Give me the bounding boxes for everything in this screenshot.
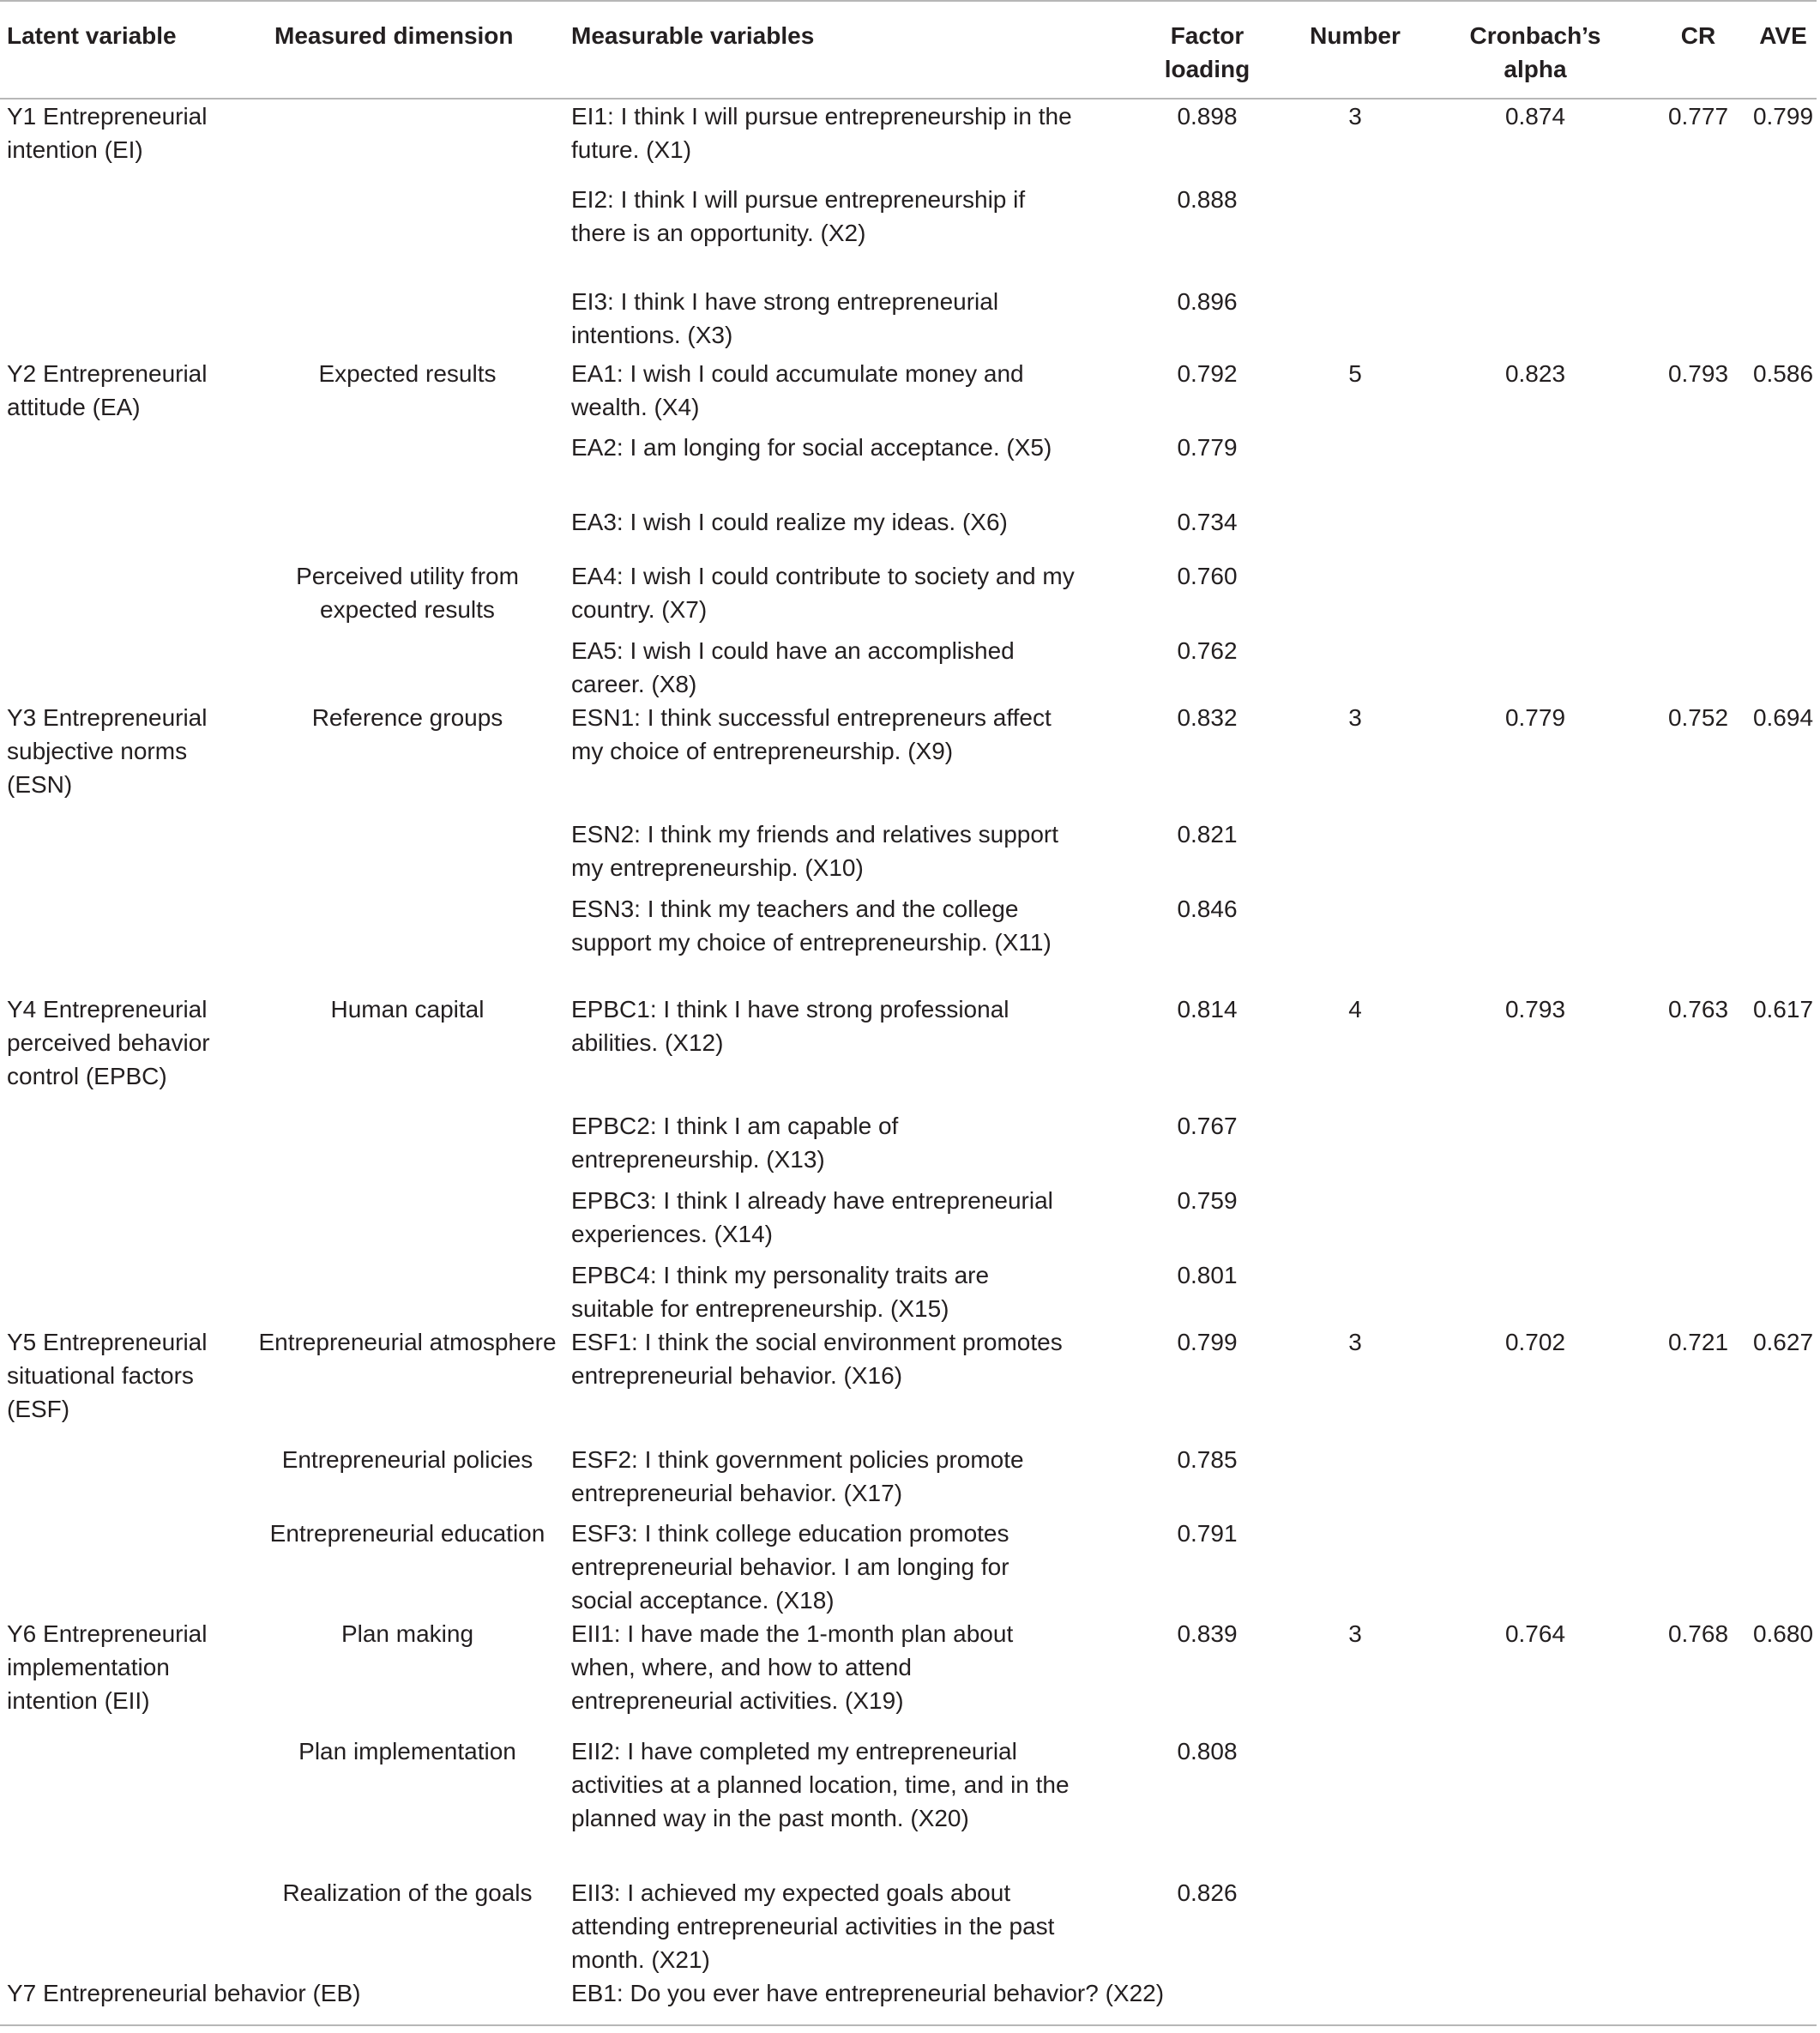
measurable-variable-cell: EB1: Do you ever have entrepreneurial behavior? (X22): [571, 1980, 1165, 2006]
cronbach-alpha-cell: 0.823: [1504, 360, 1566, 387]
measurable-variable-cell: EII1: I have made the 1-month plan about when, where, and how to attend entrepreneurial activities. (X19): [571, 1620, 1014, 1714]
measured-dimension-cell: Entrepreneurial education: [269, 1520, 545, 1547]
factor-loading-cell: 0.846: [1177, 896, 1238, 922]
measured-dimension-cell: Entrepreneurial policies: [281, 1446, 533, 1473]
factor-loading-cell: 0.767: [1177, 1113, 1238, 1139]
latent-variable-cell: Y1 Entrepreneurial intention (EI): [7, 103, 208, 163]
measured-dimension-cell: [249, 634, 566, 701]
measurable-variable-cell: ESN2: I think my friends and relatives support my entrepreneurship. (X10): [571, 821, 1059, 881]
ave-cell: 0.617: [1752, 996, 1814, 1023]
measured-dimension-cell: [249, 285, 566, 357]
cronbach-alpha-cell: 0.779: [1504, 704, 1566, 731]
measurable-variable-cell: EPBC2: I think I am capable of entrepreneurship. (X13): [571, 1113, 899, 1173]
number-cell: 3: [1348, 103, 1362, 130]
cr-cell: 0.763: [1667, 996, 1729, 1023]
header-loading: Factor loading: [1164, 22, 1250, 82]
factor-loading-cell: 0.792: [1177, 360, 1238, 387]
table-row: [0, 701, 1817, 817]
measured-dimension-cell: [249, 183, 566, 285]
latent-variable-cell: Y6 Entrepreneurial implementation intention (EII): [7, 1620, 208, 1714]
table-row: [0, 1976, 1817, 2027]
number-cell: 4: [1348, 996, 1362, 1023]
measurable-variable-cell: EA4: I wish I could contribute to society and my country. (X7): [571, 563, 1075, 623]
factor-loading-cell: 0.826: [1177, 1879, 1238, 1906]
table-row: [0, 992, 1817, 1109]
ave-cell: 0.799: [1752, 103, 1814, 130]
number-cell: [1287, 1976, 1424, 2027]
factor-loading-cell: 0.734: [1177, 509, 1238, 535]
measurable-variable-cell: ESN3: I think my teachers and the college support my choice of entrepreneurship. (X11): [571, 896, 1052, 956]
measurable-variable-cell: EII3: I achieved my expected goals about attending entrepreneurial activities in the past month. (X21): [571, 1879, 1055, 1973]
cr-cell: 0.752: [1667, 704, 1729, 731]
header-alpha: Cronbach’s alpha: [1469, 22, 1601, 82]
measured-dimension-cell: [249, 1258, 566, 1325]
header-ave: AVE: [1759, 22, 1807, 49]
measurable-variable-cell: ESF3: I think college education promotes entrepreneurial behavior. I am longing for social acceptance. (X18): [571, 1520, 1009, 1614]
measured-dimension-cell: Reference groups: [311, 704, 503, 731]
cr-cell: 0.793: [1667, 360, 1729, 387]
number-cell: 3: [1348, 704, 1362, 731]
table-row: [0, 100, 1817, 183]
table-row: [0, 357, 1817, 431]
ave-cell: 0.694: [1752, 704, 1814, 731]
latent-variable-cell: Y4 Entrepreneurial perceived behavior control (EPBC): [7, 996, 210, 1089]
measurable-variable-cell: EPBC4: I think my personality traits are suitable for entrepreneurship. (X15): [571, 1262, 990, 1322]
measurable-variable-cell: EA3: I wish I could realize my ideas. (X6): [571, 509, 1008, 535]
measured-dimension-cell: Plan making: [340, 1620, 474, 1647]
ave-cell: 0.586: [1752, 360, 1814, 387]
measurable-variable-cell: ESF2: I think government policies promote entrepreneurial behavior. (X17): [571, 1446, 1024, 1506]
ave-cell: 0.680: [1752, 1620, 1814, 1647]
measurable-variable-cell: EPBC3: I think I already have entrepreneurial experiences. (X14): [571, 1187, 1053, 1247]
measurable-variable-cell: EI3: I think I have strong entrepreneurial intentions. (X3): [571, 288, 999, 348]
factor-loading-cell: 0.799: [1177, 1329, 1238, 1355]
measurable-variable-cell: EI2: I think I will pursue entrepreneurship if there is an opportunity. (X2): [571, 186, 1026, 246]
measured-dimension-cell: Realization of the goals: [282, 1879, 533, 1906]
header-variables: Measurable variables: [571, 22, 815, 49]
measured-dimension-cell: [249, 817, 566, 892]
measurable-variable-cell: EA1: I wish I could accumulate money and wealth. (X4): [571, 360, 1024, 420]
measured-dimension-cell: Perceived utility from expected results: [296, 563, 519, 623]
measured-dimension-cell: [249, 1184, 566, 1258]
cronbach-alpha-cell: 0.874: [1504, 103, 1566, 130]
measured-dimension-cell: [249, 431, 566, 505]
ave-cell: [1750, 1976, 1817, 2027]
measured-dimension-cell: [249, 100, 566, 183]
factor-loading-cell: 0.762: [1177, 637, 1238, 664]
measured-dimension-cell: Expected results: [318, 360, 497, 387]
factor-loading-cell: 0.839: [1177, 1620, 1238, 1647]
factor-loading-cell: 0.832: [1177, 704, 1238, 731]
ave-cell: 0.627: [1752, 1329, 1814, 1355]
header-number: Number: [1310, 22, 1401, 49]
table-row: [0, 1325, 1817, 1443]
factor-loading-cell: 0.898: [1177, 103, 1238, 130]
factor-loading-cell: 0.760: [1177, 563, 1238, 589]
cronbach-alpha-cell: 0.764: [1504, 1620, 1566, 1647]
table-row: [0, 1617, 1817, 1734]
factor-loading-cell: 0.821: [1177, 821, 1238, 848]
factor-loading-cell: 0.791: [1177, 1520, 1238, 1547]
measured-dimension-cell: Human capital: [330, 996, 485, 1023]
table-header: [0, 0, 1817, 100]
factor-loading-cell: 0.888: [1177, 186, 1238, 213]
latent-variable-cell: Y2 Entrepreneurial attitude (EA): [7, 360, 208, 420]
header-dimension: Measured dimension: [274, 22, 514, 49]
cronbach-alpha-cell: 0.793: [1504, 996, 1566, 1023]
cr-cell: [1647, 1976, 1750, 2027]
latent-variable-cell: Y7 Entrepreneurial behavior (EB): [7, 1980, 361, 2006]
measured-dimension-cell: Entrepreneurial atmosphere: [258, 1329, 557, 1355]
measurable-variable-cell: EII2: I have completed my entrepreneurial activities at a planned location, time, and in the planned way in the past month. (X20): [571, 1738, 1070, 1831]
measurable-variable-cell: EA2: I am longing for social acceptance. (X5): [571, 434, 1052, 461]
cronbach-alpha-cell: [1424, 1976, 1647, 2027]
cr-cell: 0.768: [1667, 1620, 1729, 1647]
measurable-variable-cell: EA5: I wish I could have an accomplished career. (X8): [571, 637, 1015, 697]
measured-dimension-cell: [249, 505, 566, 559]
measurable-variable-cell: EPBC1: I think I have strong professional abilities. (X12): [571, 996, 1009, 1056]
measurable-variable-cell: EI1: I think I will pursue entrepreneurship in the future. (X1): [571, 103, 1072, 163]
factor-loading-cell: 0.779: [1177, 434, 1238, 461]
measured-dimension-cell: [249, 892, 566, 992]
measured-dimension-cell: Plan implementation: [298, 1738, 516, 1765]
cr-cell: 0.777: [1667, 103, 1729, 130]
measurable-variable-cell: ESN1: I think successful entrepreneurs affect my choice of entrepreneurship. (X9): [571, 704, 1052, 764]
measured-dimension-cell: [249, 1109, 566, 1184]
factor-loading-cell: 0.801: [1177, 1262, 1238, 1288]
factor-loading-cell: 0.808: [1177, 1738, 1238, 1765]
header-cr: CR: [1680, 22, 1716, 49]
header-latent: Latent variable: [7, 22, 177, 49]
number-cell: 5: [1348, 360, 1362, 387]
factor-loading-cell: 0.814: [1177, 996, 1238, 1023]
factor-loading-cell: 0.785: [1177, 1446, 1238, 1473]
measurable-variable-cell: ESF1: I think the social environment promotes entrepreneurial behavior. (X16): [571, 1329, 1063, 1389]
cr-cell: 0.721: [1667, 1329, 1729, 1355]
table-body: [0, 100, 1817, 2027]
latent-variable-cell: Y5 Entrepreneurial situational factors (ESF): [7, 1329, 208, 1422]
factor-loading-cell: 0.759: [1177, 1187, 1238, 1214]
number-cell: 3: [1348, 1329, 1362, 1355]
cronbach-alpha-cell: 0.702: [1504, 1329, 1566, 1355]
latent-variable-cell: Y3 Entrepreneurial subjective norms (ESN): [7, 704, 208, 798]
factor-loading-cell: 0.896: [1177, 288, 1238, 315]
number-cell: 3: [1348, 1620, 1362, 1647]
